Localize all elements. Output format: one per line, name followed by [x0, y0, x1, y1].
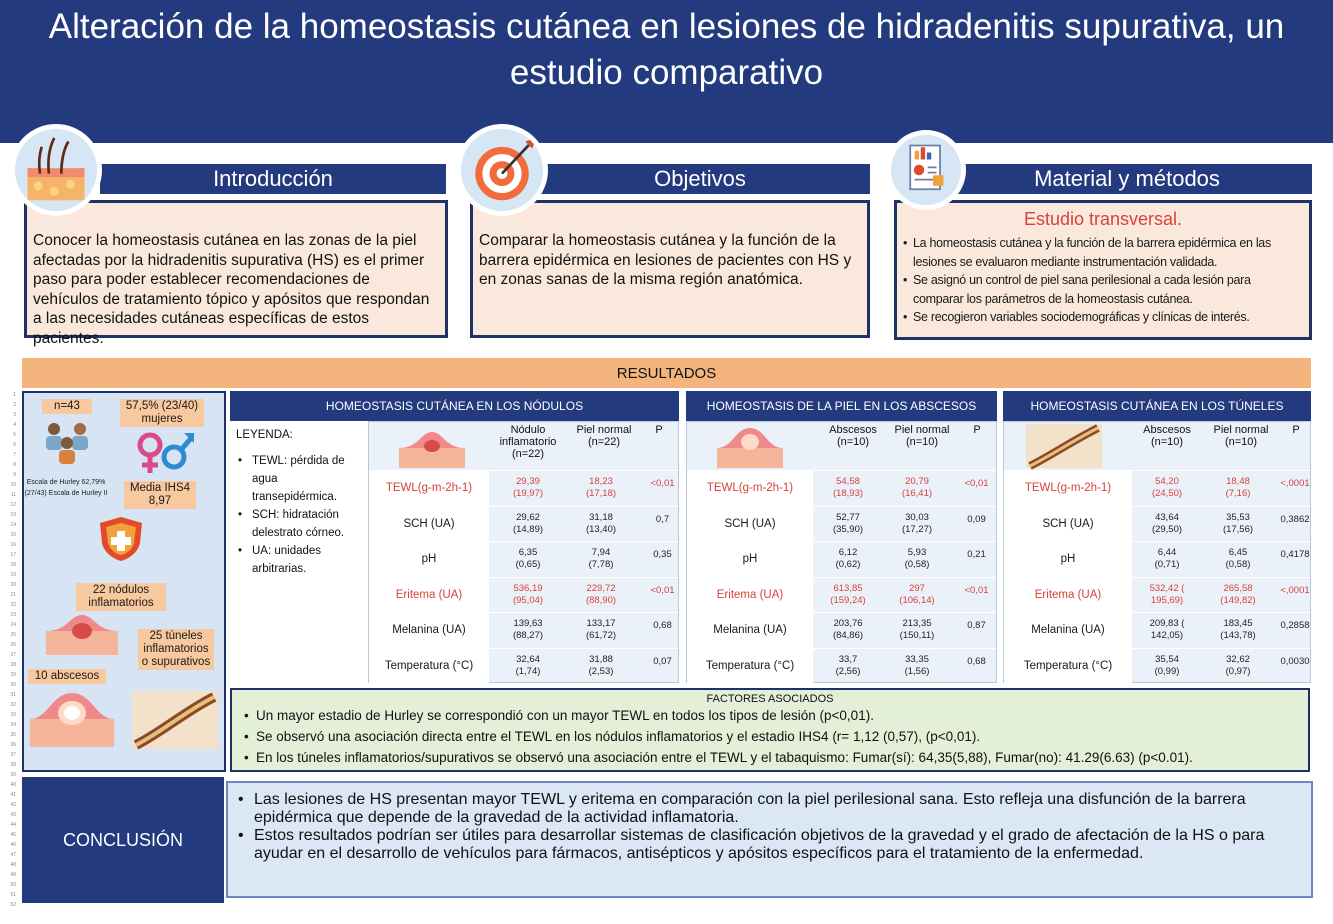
value-b-sd: (106,14) — [899, 594, 935, 606]
value-a-mean: 613,85 — [833, 582, 863, 594]
table-row — [1004, 648, 1310, 683]
col-p-header: P — [655, 424, 663, 436]
value-b — [569, 618, 633, 642]
ruler-number: 5 — [13, 432, 16, 438]
value-a-sd: 195,69) — [1150, 594, 1184, 606]
value-b — [1206, 512, 1270, 536]
factor-item: • Se observó una asociación directa entre el TEWL en los nódulos inflamatorios y el estadio IHS4 (r= 1,12 (0,57), (p<0,01). — [242, 726, 1298, 747]
p-value: <0,01 — [650, 584, 675, 596]
abscesses-count: 10 abscesos — [28, 669, 106, 684]
ruler-number: 19 — [10, 572, 16, 578]
ruler-number: 42 — [10, 802, 16, 808]
value-a — [1136, 512, 1198, 536]
value-a-mean: 6,35 — [518, 547, 538, 558]
table-row — [687, 470, 996, 505]
value-b-mean: 133,17 — [586, 618, 616, 629]
tunnels-count: 25 túneles inflamatorios o supurativos — [138, 629, 214, 670]
value-a-sd: (88,27) — [512, 630, 544, 641]
ruler-number: 9 — [13, 472, 16, 478]
value-b-mean: 18,48 — [1226, 476, 1250, 487]
col-b-header: Piel normal (n=22) — [576, 424, 632, 448]
intro-text: Conocer la homeostasis cutánea en las zonas de la piel afectadas por la hidradenitis supurativa (HS) es el primer paso para poder establecer recomendaciones de vehículos de tratamiento tópico y apósitos que respondan a las necesidades cutáneas específicas de estos pacientes. — [33, 232, 430, 347]
skin-hair-icon — [10, 124, 102, 216]
value-b-sd: (88,90) — [585, 594, 617, 606]
value-a-sd: (35,90) — [832, 523, 864, 535]
row-label: Temperatura (°C) — [369, 649, 489, 684]
table-row — [369, 541, 678, 576]
methods-box — [894, 200, 1312, 340]
ruler-number: 32 — [10, 702, 16, 708]
value-a-sd: (2,56) — [835, 665, 861, 677]
value-a-mean: 6,12 — [838, 547, 858, 558]
ruler-number: 14 — [10, 522, 16, 528]
value-b — [1206, 654, 1270, 678]
value-b-sd: (0,97) — [1225, 665, 1251, 677]
p-value: 0,68 — [967, 655, 986, 667]
value-a-sd: (1,74) — [515, 665, 541, 677]
value-b-sd: (17,56) — [1222, 523, 1254, 535]
value-b-mean: 18,23 — [589, 476, 613, 487]
ruler-number: 10 — [10, 482, 16, 488]
value-a-sd: (84,86) — [832, 630, 864, 641]
table-row — [369, 648, 678, 683]
ruler-number: 36 — [10, 742, 16, 748]
table-row — [369, 506, 678, 541]
value-b-mean: 265,58 — [1223, 582, 1253, 594]
value-b-sd: (1,56) — [904, 665, 930, 677]
value-a-sd: (0,71) — [1154, 559, 1180, 570]
ruler-number: 52 — [10, 902, 16, 908]
value-b-sd: (17,27) — [901, 523, 933, 535]
value-b-sd: (0,58) — [1225, 559, 1251, 570]
value-a-mean: 54,20 — [1155, 476, 1179, 487]
ruler-number: 11 — [10, 492, 16, 498]
sample-size: n=43 — [42, 399, 92, 414]
value-a-mean: 52,77 — [836, 511, 860, 523]
value-b-mean: 31,18 — [589, 511, 613, 523]
value-b-mean: 6,45 — [1228, 547, 1248, 558]
conclusion-item: • Estos resultados podrían ser útiles para desarrollar sistemas de clasificación objetivos de la gravedad y el grado de afectación de la HS o para ayudar en el desarrollo de vehículos para fármacos, antisépticos y apósitos específicos para el tratamiento de la enfermedad. — [236, 827, 1307, 863]
value-b-mean: 5,93 — [907, 547, 927, 558]
row-label: Eritema (UA) — [369, 578, 489, 613]
row-label: SCH (UA) — [369, 507, 489, 542]
ruler-number: 48 — [10, 862, 16, 868]
value-b-sd: (7,16) — [1225, 488, 1251, 499]
objectives-box — [470, 200, 870, 338]
legend-title: LEYENDA: — [236, 429, 293, 441]
value-a-mean: 33,7 — [838, 653, 858, 665]
gender-icon — [132, 429, 196, 475]
p-value: <0,01 — [650, 478, 675, 489]
tunnel-icon — [130, 689, 220, 751]
ruler-number: 4 — [13, 422, 16, 428]
value-a — [817, 618, 879, 642]
row-label: Melanina (UA) — [1004, 613, 1132, 648]
ruler-number: 30 — [10, 682, 16, 688]
methods-item: • La homeostasis cutánea y la función de la barrera epidérmica en las lesiones se evaluaron mediante instrumentación validada. — [903, 234, 1303, 271]
ruler-number: 34 — [10, 722, 16, 728]
hurley-scale: Escala de Hurley 62,79% (27/43) Escala de Hurley II — [24, 479, 108, 497]
p-value: 0,35 — [653, 549, 672, 560]
row-label: Melanina (UA) — [369, 613, 489, 648]
value-b-sd: (7,78) — [588, 559, 614, 570]
value-b — [1206, 618, 1270, 642]
ruler-number: 37 — [10, 752, 16, 758]
value-a — [497, 583, 559, 607]
value-b-sd: (150,11) — [899, 630, 935, 641]
value-a-mean: 209,83 ( — [1149, 618, 1185, 629]
value-a-sd: (18,93) — [832, 488, 864, 499]
table-row — [1004, 470, 1310, 505]
tunnels-table-title: HOMEOSTASIS CUTÁNEA EN LOS TÚNELES — [1003, 391, 1311, 421]
row-label: Temperatura (°C) — [687, 649, 813, 684]
ruler-number: 44 — [10, 822, 16, 828]
value-a-mean: 6,44 — [1157, 547, 1177, 558]
value-a-mean: 536,19 — [513, 582, 543, 594]
tunnels-table — [1003, 421, 1311, 683]
col-b-header: Piel normal (n=10) — [894, 424, 950, 448]
ruler-number: 22 — [10, 602, 16, 608]
ruler-number: 2 — [13, 402, 16, 408]
table-row — [369, 612, 678, 647]
title-banner — [0, 0, 1333, 143]
line-ruler — [0, 390, 16, 920]
ruler-number: 20 — [10, 582, 16, 588]
ruler-number: 45 — [10, 832, 16, 838]
ruler-number: 38 — [10, 762, 16, 768]
value-a — [1136, 476, 1198, 500]
ruler-number: 3 — [13, 412, 16, 418]
target-icon — [456, 124, 548, 216]
row-label: TEWL(g-m-2h-1) — [687, 471, 813, 506]
value-a — [497, 618, 559, 642]
value-a — [817, 547, 879, 571]
value-b-mean: 183,45 — [1223, 618, 1253, 629]
ruler-number: 18 — [10, 562, 16, 568]
ruler-number: 47 — [10, 852, 16, 858]
value-b-sd: (61,72) — [585, 630, 617, 641]
demographics-panel — [22, 391, 226, 772]
value-b-mean: 20,79 — [905, 476, 929, 487]
ruler-number: 6 — [13, 442, 16, 448]
value-b-mean: 32,62 — [1226, 653, 1250, 665]
value-b-sd: (143,78) — [1220, 630, 1256, 641]
table-row — [1004, 506, 1310, 541]
legend-item: • SCH: hidratación delestrato córneo. — [236, 506, 361, 542]
ruler-number: 24 — [10, 622, 16, 628]
value-a — [497, 547, 559, 571]
value-a-sd: (159,24) — [830, 594, 866, 606]
ruler-number: 15 — [10, 532, 16, 538]
p-value: 0,21 — [967, 549, 986, 560]
intro-header: Introducción — [100, 164, 446, 194]
value-b — [1206, 476, 1270, 500]
p-value: <0,01 — [964, 478, 989, 489]
col-b-header: Piel normal (n=10) — [1213, 424, 1269, 448]
nodule-icon — [44, 609, 120, 657]
row-label: Eritema (UA) — [1004, 578, 1132, 613]
legend-item: • TEWL: pérdida de agua transepidérmica. — [236, 452, 361, 506]
value-b-sd: (13,40) — [585, 523, 617, 535]
value-b-mean: 33,35 — [905, 653, 929, 665]
table-row — [687, 577, 996, 612]
ruler-number: 46 — [10, 842, 16, 848]
factor-item: • En los túneles inflamatorios/supurativos se observó una asociación entre el TEWL y el tabaquismo: Fumar(sí): 64,35(5,88), Fumar(no): 41.29(6.63) (p<0.01). — [242, 747, 1298, 768]
abscess-icon — [28, 689, 116, 749]
p-value: 0,2858 — [1280, 620, 1310, 631]
women-percent: 57,5% (23/40) mujeres — [120, 399, 204, 427]
value-a-sd: (29,50) — [1151, 523, 1183, 535]
value-a — [1136, 583, 1198, 607]
methods-item: • Se asignó un control de piel sana perilesional a cada lesión para comparar los parámetros de la homeostasis cutánea. — [903, 271, 1303, 308]
value-b-mean: 35,53 — [1226, 511, 1250, 523]
value-b-mean: 229,72 — [586, 582, 616, 594]
ruler-number: 21 — [10, 592, 16, 598]
abscess-header-image — [715, 422, 785, 470]
value-b-sd: (149,82) — [1220, 594, 1256, 606]
p-value: 0,4178 — [1280, 549, 1310, 560]
report-icon — [886, 130, 966, 210]
table-row — [687, 648, 996, 683]
value-a-sd: (0,65) — [515, 559, 541, 570]
table-row — [1004, 612, 1310, 647]
value-b — [569, 583, 633, 607]
ruler-number: 39 — [10, 772, 16, 778]
ruler-number: 50 — [10, 882, 16, 888]
ruler-number: 33 — [10, 712, 16, 718]
objectives-header: Objetivos — [530, 164, 870, 194]
methods-list — [903, 234, 1303, 327]
ruler-number: 8 — [13, 462, 16, 468]
ruler-number: 27 — [10, 652, 16, 658]
value-a — [817, 583, 879, 607]
methods-header: Material y métodos — [942, 164, 1312, 194]
value-b-mean: 213,35 — [902, 618, 932, 629]
row-label: pH — [687, 542, 813, 577]
value-b-sd: (17,18) — [585, 488, 617, 499]
results-header: RESULTADOS — [22, 358, 1311, 388]
value-b-mean: 7,94 — [591, 547, 611, 558]
value-a — [817, 512, 879, 536]
value-b — [569, 476, 633, 500]
p-value: <0,01 — [964, 584, 989, 596]
legend-item: • UA: unidades arbitrarias. — [236, 542, 361, 578]
value-a-mean: 32,64 — [516, 653, 540, 665]
ruler-number: 31 — [10, 692, 16, 698]
value-a-mean: 203,76 — [833, 618, 863, 629]
ruler-number: 49 — [10, 872, 16, 878]
row-label: TEWL(g-m-2h-1) — [369, 471, 489, 506]
factor-item: • Un mayor estadio de Hurley se correspondió con un mayor TEWL en todos los tipos de lesión (p<0,01). — [242, 705, 1298, 726]
nodules-table-title: HOMEOSTASIS CUTÁNEA EN LOS NÓDULOS — [230, 391, 679, 421]
value-a-mean: 29,39 — [516, 476, 540, 487]
value-a-sd: (19,97) — [512, 488, 544, 499]
ruler-number: 13 — [10, 512, 16, 518]
value-b — [569, 547, 633, 571]
col-a-header: Nódulo inflamatorio (n=22) — [499, 424, 557, 460]
ruler-number: 29 — [10, 672, 16, 678]
ruler-number: 25 — [10, 632, 16, 638]
row-label: pH — [369, 542, 489, 577]
value-a — [817, 654, 879, 678]
p-value: <,0001 — [1280, 478, 1310, 489]
value-a — [497, 654, 559, 678]
value-a-sd: (14,89) — [512, 523, 544, 535]
value-b — [569, 654, 633, 678]
col-a-header: Abscesos (n=10) — [829, 424, 877, 448]
legend-list — [236, 452, 361, 578]
value-a — [497, 512, 559, 536]
table-row — [687, 506, 996, 541]
col-p-header: P — [1292, 424, 1300, 436]
value-b — [1206, 583, 1270, 607]
table-row — [687, 541, 996, 576]
legend-box — [230, 420, 367, 683]
value-a-sd: 142,05) — [1150, 630, 1184, 641]
p-value: 0,0030 — [1280, 655, 1310, 667]
abscesses-table — [686, 421, 997, 683]
value-b-mean: 30,03 — [905, 511, 929, 523]
ruler-number: 7 — [13, 452, 16, 458]
nodules-table — [368, 421, 679, 683]
value-a-mean: 43,64 — [1155, 511, 1179, 523]
ruler-number: 16 — [10, 542, 16, 548]
p-value: 0,68 — [653, 620, 672, 631]
poster-title: Alteración de la homeostasis cutánea en lesiones de hidradenitis supurativa, un estudio comparativo — [48, 7, 1285, 92]
ruler-number: 43 — [10, 812, 16, 818]
row-label: TEWL(g-m-2h-1) — [1004, 471, 1132, 506]
people-icon — [40, 415, 94, 465]
ihs4-mean: Media IHS4 8,97 — [124, 481, 196, 509]
table-row — [369, 470, 678, 505]
row-label: Melanina (UA) — [687, 613, 813, 648]
table-row — [687, 612, 996, 647]
row-label: Eritema (UA) — [687, 578, 813, 613]
value-b-sd: (2,53) — [588, 665, 614, 677]
value-a-mean: 35,54 — [1155, 653, 1179, 665]
value-a-mean: 54,58 — [836, 476, 860, 487]
p-value: 0,87 — [967, 620, 986, 631]
ruler-number: 26 — [10, 642, 16, 648]
value-a-sd: (0,99) — [1154, 665, 1180, 677]
objectives-text: Comparar la homeostasis cutánea y la función de la barrera epidérmica en lesiones de pacientes con HS y en zonas sanas de la misma región anatómica. — [479, 232, 852, 288]
p-value: <,0001 — [1280, 584, 1310, 596]
value-a-sd: (0,62) — [835, 559, 861, 570]
value-a-mean: 139,63 — [513, 618, 543, 629]
table-row — [369, 577, 678, 612]
ruler-number: 17 — [10, 552, 16, 558]
col-p-header: P — [973, 424, 981, 436]
value-a-sd: (95,04) — [512, 594, 544, 606]
ruler-number: 12 — [10, 502, 16, 508]
value-b — [569, 512, 633, 536]
value-a-mean: 29,62 — [516, 511, 540, 523]
p-value: 0,3862 — [1280, 513, 1310, 525]
methods-item: • Se recogieron variables sociodemográficas y clínicas de interés. — [903, 308, 1303, 327]
p-value: 0,09 — [967, 513, 986, 525]
value-b — [885, 654, 949, 678]
value-a-mean: 532,42 ( — [1149, 582, 1185, 594]
abscesses-table-title: HOMEOSTASIS DE LA PIEL EN LOS ABSCESOS — [686, 391, 997, 421]
factors-title: FACTORES ASOCIADOS — [706, 693, 834, 705]
p-value: 0,07 — [653, 655, 672, 667]
intro-box — [24, 200, 448, 347]
row-label: SCH (UA) — [1004, 507, 1132, 542]
factors-list — [242, 705, 1298, 768]
value-a-sd: (24,50) — [1151, 488, 1183, 499]
value-b-mean: 31,88 — [589, 653, 613, 665]
col-a-header: Abscesos (n=10) — [1143, 424, 1191, 448]
methods-subtitle: Estudio transversal. — [1023, 209, 1183, 229]
table-row — [1004, 577, 1310, 612]
value-b — [885, 476, 949, 500]
value-b — [885, 547, 949, 571]
value-b — [1206, 547, 1270, 571]
tunnel-header-image — [1024, 422, 1104, 470]
table-row — [1004, 541, 1310, 576]
ruler-number: 40 — [10, 782, 16, 788]
ruler-number: 23 — [10, 612, 16, 618]
conclusion-list — [236, 791, 1307, 863]
row-label: pH — [1004, 542, 1132, 577]
conclusion-item: • Las lesiones de HS presentan mayor TEWL y eritema en comparación con la piel perilesional sana. Esto refleja una disfunción de la barrera epidérmica que depende de la gravedad de la actividad inflamatoria. — [236, 791, 1307, 827]
conclusion-label: CONCLUSIÓN — [22, 777, 224, 903]
row-label: Temperatura (°C) — [1004, 649, 1132, 684]
value-a — [1136, 654, 1198, 678]
ruler-number: 51 — [10, 892, 16, 898]
value-b-mean: 297 — [909, 582, 925, 594]
ruler-number: 28 — [10, 662, 16, 668]
associated-factors-box — [230, 688, 1310, 772]
value-a — [817, 476, 879, 500]
value-b-sd: (0,58) — [904, 559, 930, 570]
value-b — [885, 583, 949, 607]
nodule-header-image — [397, 422, 467, 470]
value-b-sd: (16,41) — [901, 488, 933, 499]
conclusion-box — [226, 781, 1313, 898]
value-b — [885, 618, 949, 642]
ruler-number: 41 — [10, 792, 16, 798]
nodules-count: 22 nódulos inflamatorios — [76, 583, 166, 611]
p-value: 0,7 — [655, 513, 670, 525]
value-a — [497, 476, 559, 500]
ruler-number: 1 — [13, 392, 16, 398]
shield-icon — [94, 515, 148, 561]
value-b — [885, 512, 949, 536]
ruler-number: 35 — [10, 732, 16, 738]
value-a — [1136, 618, 1198, 642]
row-label: SCH (UA) — [687, 507, 813, 542]
value-a — [1136, 547, 1198, 571]
